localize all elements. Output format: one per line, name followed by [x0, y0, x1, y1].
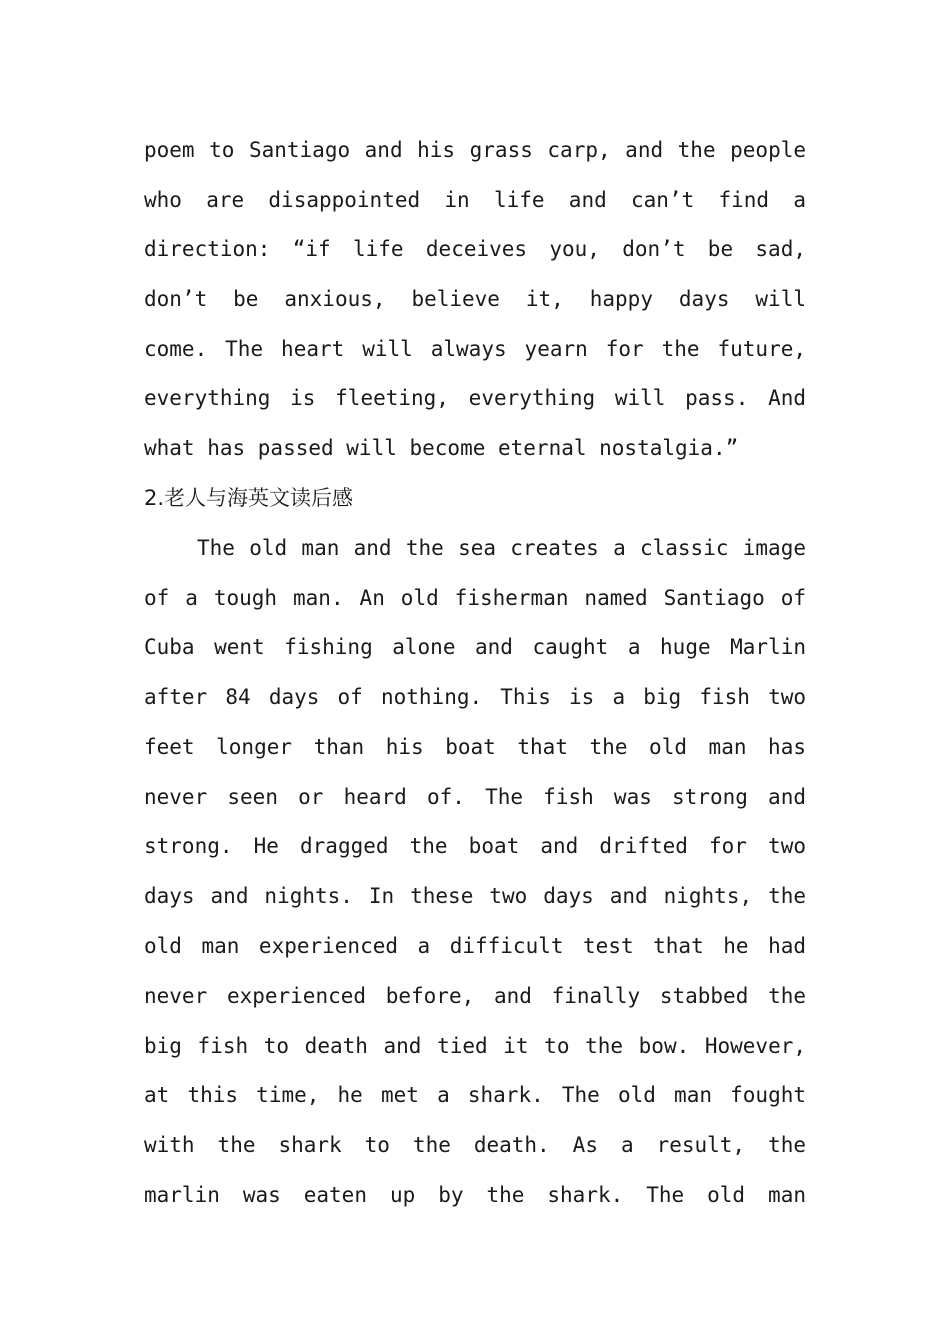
paragraph-2-line: old man experienced a difficult test that he had: [144, 934, 806, 958]
paragraph-2-line: never experienced before, and finally stabbed the: [144, 984, 806, 1008]
paragraph-2-line: days and nights. In these two days and nights, the: [144, 884, 806, 908]
paragraph-2-line: at this time, he met a shark. The old man fought: [144, 1083, 806, 1107]
paragraph-2-line: after 84 days of nothing. This is a big fish two: [144, 685, 806, 709]
paragraph-2-line: never seen or heard of. The fish was strong and: [144, 785, 806, 809]
paragraph-2-line: Cuba went fishing alone and caught a huge Marlin: [144, 635, 806, 659]
paragraph-1-line: everything is fleeting, everything will pass. And: [144, 386, 806, 410]
paragraph-2-line: with the shark to the death. As a result, the: [144, 1133, 806, 1157]
paragraph-1-line: come. The heart will always yearn for the future,: [144, 337, 806, 361]
paragraph-2-line: strong. He dragged the boat and drifted for two: [144, 834, 806, 858]
paragraph-2-line: of a tough man. An old fisherman named Santiago of: [144, 586, 806, 610]
paragraph-2-line: feet longer than his boat that the old man has: [144, 735, 806, 759]
paragraph-1-line: don’t be anxious, believe it, happy days will: [144, 287, 806, 311]
paragraph-2-line: marlin was eaten up by the shark. The old man: [144, 1183, 806, 1207]
paragraph-1-line: direction: “if life deceives you, don’t be sad,: [144, 237, 806, 261]
paragraph-1-line: who are disappointed in life and can’t find a: [144, 188, 806, 212]
paragraph-1-line: poem to Santiago and his grass carp, and the people: [144, 138, 806, 162]
paragraph-1-line: what has passed will become eternal nostalgia.”: [144, 436, 739, 460]
section-heading: 2.老人与海英文读后感: [144, 486, 354, 510]
paragraph-2-line: big fish to death and tied it to the bow. However,: [144, 1034, 806, 1058]
paragraph-2-line: The old man and the sea creates a classic image: [197, 536, 806, 560]
